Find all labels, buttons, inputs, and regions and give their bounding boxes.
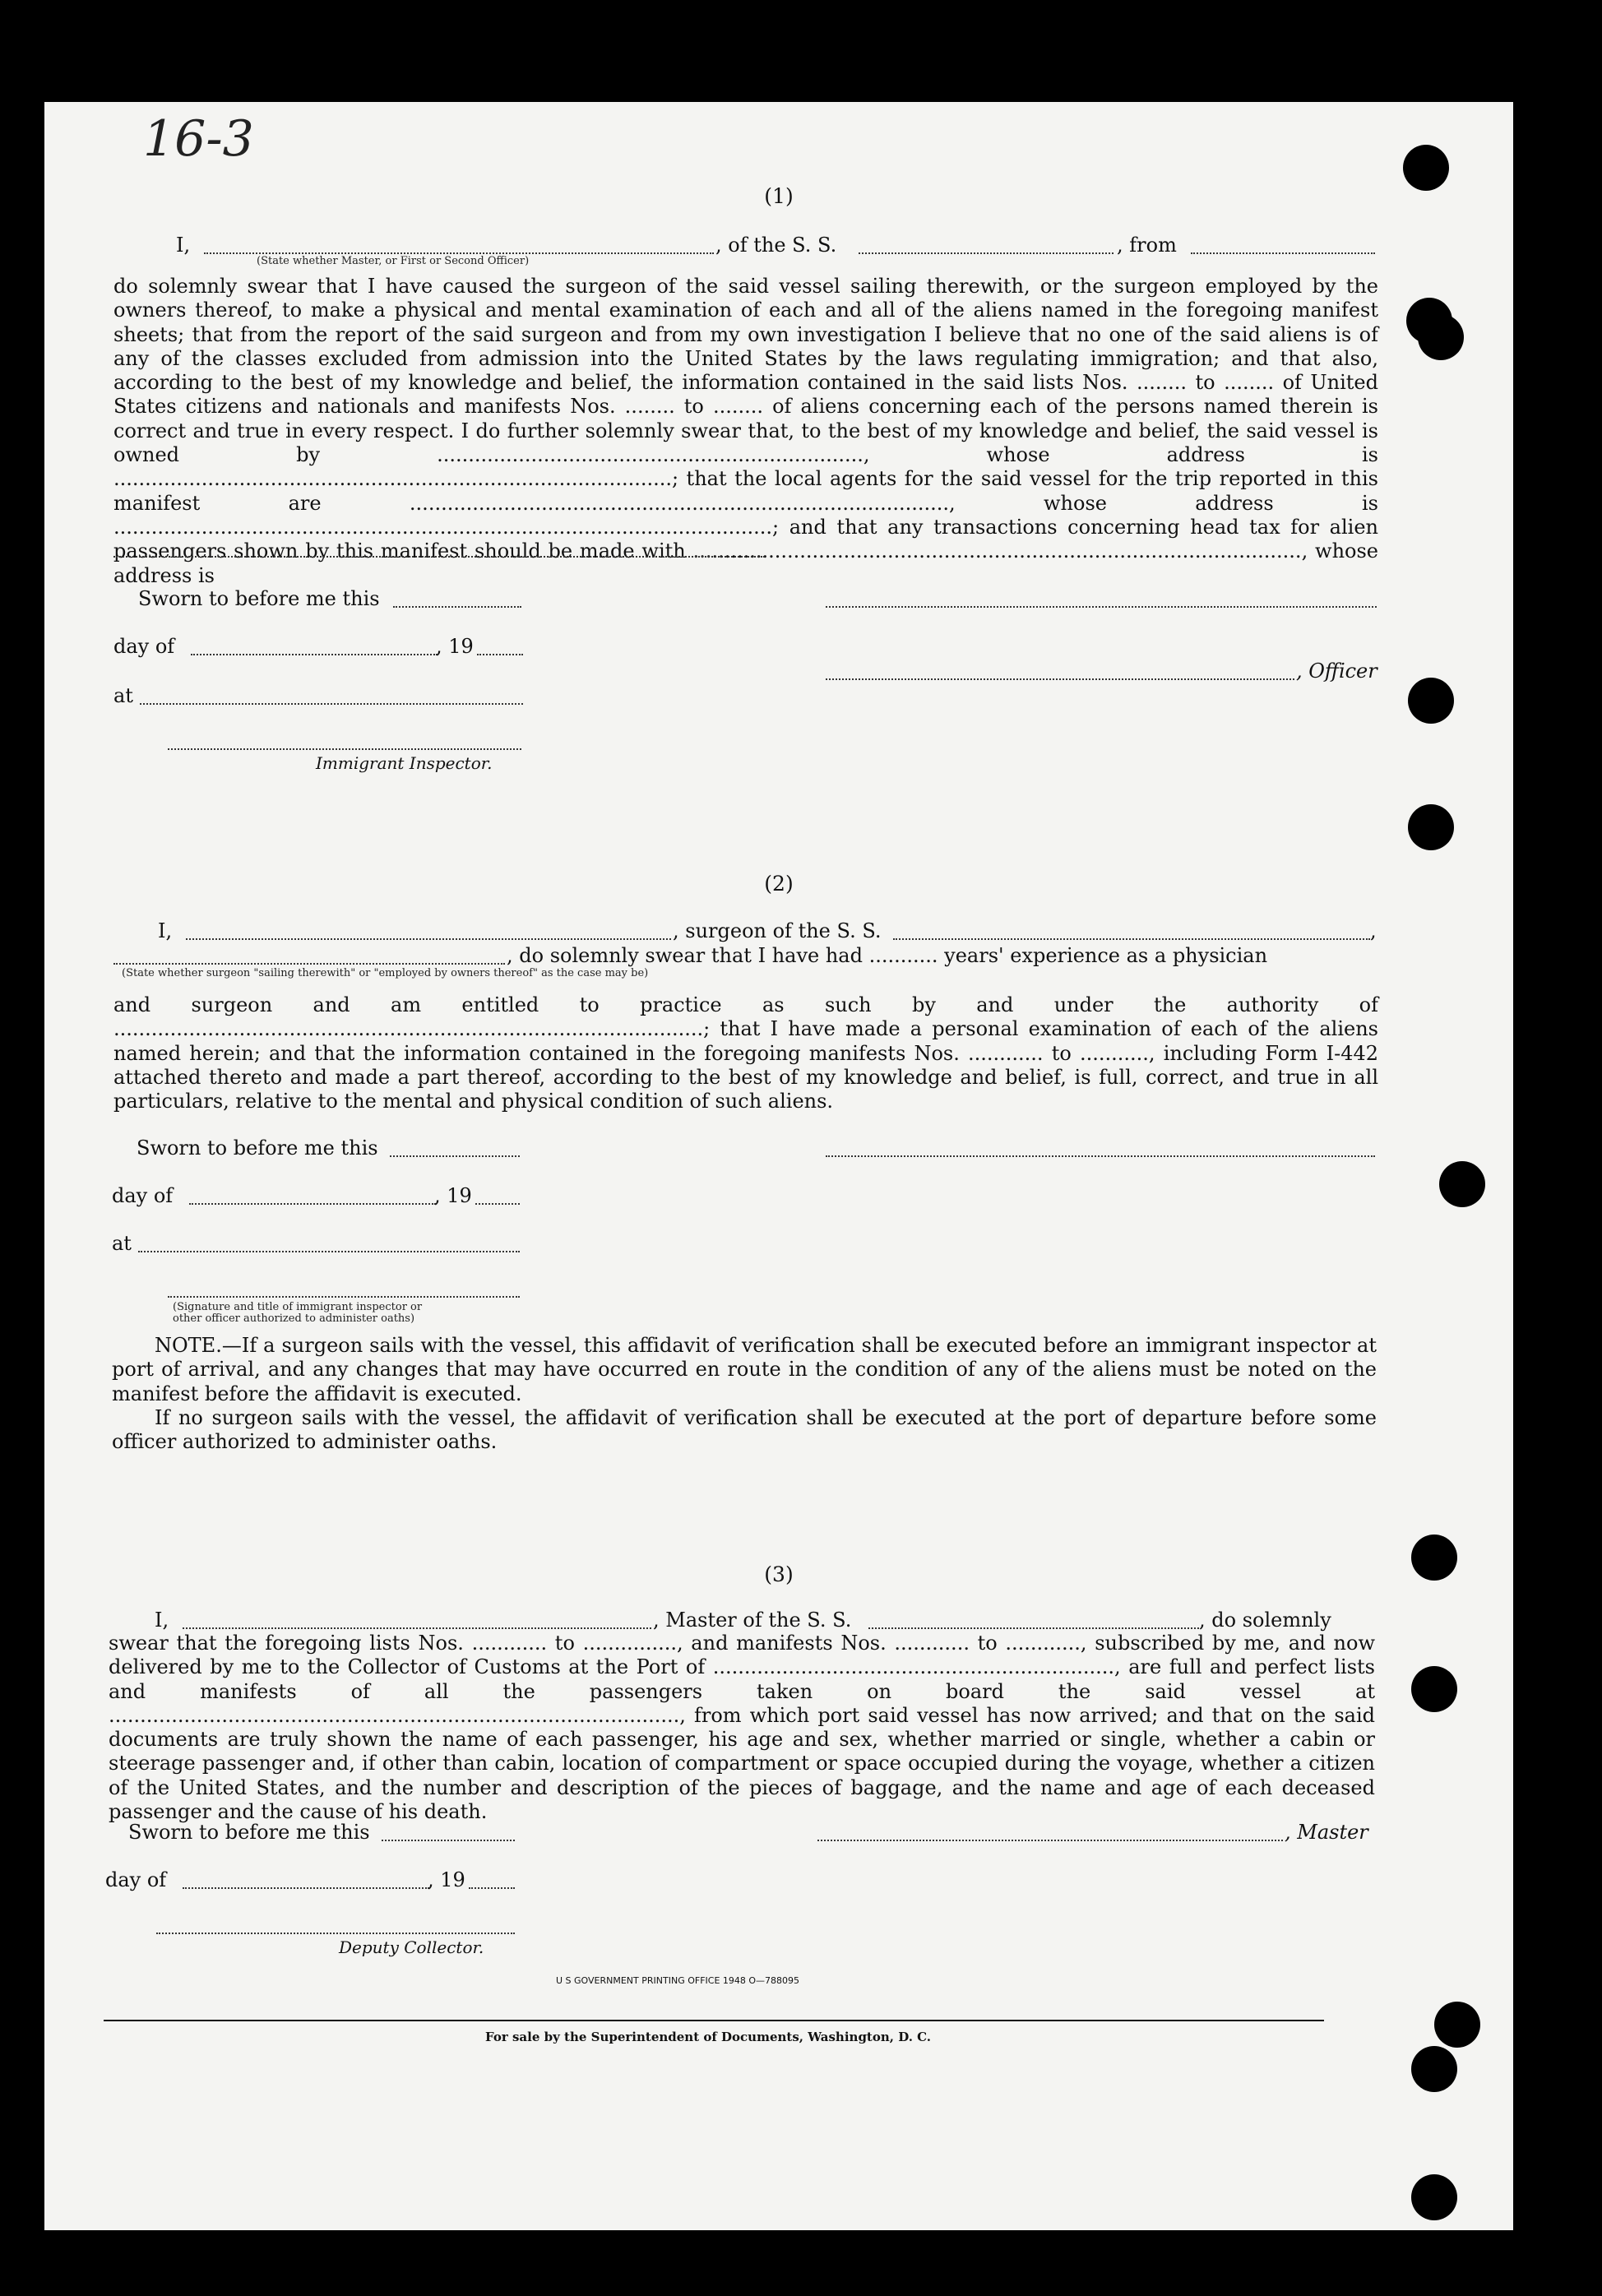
- footer-sale-note: For sale by the Superintendent of Documents, Washington, D. C.: [485, 2030, 932, 2044]
- s1-inspector-label: Immigrant Inspector.: [316, 753, 493, 773]
- s3-master-title: , Master: [1285, 1821, 1368, 1844]
- s2-note-1: NOTE.—If a surgeon sails with the vessel, this affidavit of verification shall be executed before an immigrant inspector at port of arrival, and any changes that may have occurred en route in the condition of any of the aliens must be noted on the manifest before the affidavit is executed.: [112, 1334, 1377, 1405]
- punch-hole: [1408, 804, 1454, 850]
- punch-hole: [1403, 145, 1449, 191]
- s3-year-field[interactable]: [469, 1887, 515, 1889]
- s2-hint: (State whether surgeon "sailing therewith" or "employed by owners thereof" as the case may be): [122, 967, 649, 979]
- s3-day-of-label: day of: [105, 1868, 167, 1891]
- section-3-number: (3): [764, 1562, 794, 1586]
- punch-hole: [1411, 1666, 1457, 1712]
- s2-inspector-field[interactable]: [168, 1296, 520, 1298]
- s2-comma: ,: [1370, 919, 1377, 942]
- s2-title-field[interactable]: [113, 963, 505, 965]
- s1-address-field[interactable]: [113, 556, 765, 558]
- section-1-number: (1): [764, 184, 794, 208]
- footer-rule: [104, 2020, 1324, 2021]
- s2-line2: , do solemnly swear that I have had ........... years' experience as a physician: [507, 944, 1268, 967]
- s1-vessel-field[interactable]: [859, 252, 1114, 254]
- s2-surgeon-label: , surgeon of the S. S.: [673, 919, 882, 942]
- s2-i-label: I,: [158, 919, 173, 942]
- s2-sworn-field[interactable]: [390, 1155, 520, 1157]
- s1-signature-field[interactable]: [826, 606, 1377, 608]
- s1-at-field[interactable]: [140, 703, 523, 705]
- s1-year-label: , 19: [436, 635, 474, 658]
- s1-sworn-field[interactable]: [393, 606, 521, 608]
- s1-day-field[interactable]: [191, 654, 438, 655]
- s1-ss-label: , of the S. S.: [715, 234, 837, 257]
- s2-sworn-label: Sworn to before me this: [137, 1136, 378, 1160]
- s1-day-of-label: day of: [113, 635, 175, 658]
- s2-day-of-label: day of: [112, 1184, 174, 1207]
- punch-hole: [1439, 1161, 1485, 1207]
- s2-at-label: at: [112, 1232, 132, 1255]
- s1-sworn-label: Sworn to before me this: [138, 587, 380, 610]
- s2-signature-field[interactable]: [826, 1155, 1375, 1157]
- punch-hole: [1408, 678, 1454, 724]
- s2-at-field[interactable]: [138, 1251, 520, 1252]
- s2-sig-hint-2: other officer authorized to administer oaths): [173, 1312, 415, 1325]
- s3-collector-label: Deputy Collector.: [339, 1937, 484, 1957]
- s1-paragraph: do solemnly swear that I have caused the surgeon of the said vessel sailing therewith, or the surgeon employed by the owners thereof, to make a physical and mental examination of each and all of the aliens named in the foregoing manifest sheets; that from the report of the said surgeon and from my own investigation I believe that no one of the said aliens is of any of the classes excluded from admission into the United States by the laws regulating immigration; and that also, according to the best of my knowledge and belief, the information contained in the said lists Nos. ........ to ........ of United States citizens and nationals and manifests Nos. ........ to ........ of aliens concerning each of the persons named therein is correct and true in every respect. I do further solemnly swear that, to the best of my knowledge and belief, the said vessel is owned by ...................................................................., whose address is .........................................................................................; that the local agents for the said vessel for the trip reported in this manifest are ......................................................................................, whose address is .........................................................................................................; and that any transactions concerning head tax for alien passengers shown by this manifest should be made with ................................................................................................., whose address is: [113, 275, 1378, 587]
- section-2-number: (2): [764, 872, 794, 896]
- s2-vessel-field[interactable]: [893, 938, 1370, 940]
- s3-paragraph: swear that the foregoing lists Nos. ............ to ..............., and manifests Nos. ............ to ............, subscribed by me, and now delivered by me to the Collector of Customs at the Port of ................................................................, are full and perfect lists and manifests of all the passengers taken on board the said vessel at ..........................................................................................., from which port said vessel has now arrived; and that on the said documents are truly shown the name of each passenger, his age and sex, whether married or single, whether a cabin or steerage passenger and, if other than cabin, location of compartment or space occupied during the voyage, whether a citizen of the United States, and the number and description of the pieces of baggage, and the name and age of each deceased passenger and the cause of his death.: [109, 1632, 1375, 1824]
- s1-year-field[interactable]: [477, 654, 523, 655]
- form-page: [44, 102, 1513, 2230]
- punch-hole: [1411, 2046, 1457, 2092]
- s1-officer-label: , Officer: [1296, 660, 1377, 683]
- s2-year-field[interactable]: [475, 1203, 520, 1205]
- punch-hole: [1411, 1535, 1457, 1581]
- s2-day-field[interactable]: [189, 1203, 436, 1205]
- s2-name-field[interactable]: [186, 938, 671, 940]
- s3-name-field[interactable]: [183, 1627, 651, 1629]
- s2-sig-hint-1: (Signature and title of immigrant inspector or: [173, 1301, 423, 1313]
- punch-hole: [1434, 2002, 1480, 2048]
- s3-sworn-label: Sworn to before me this: [128, 1821, 370, 1844]
- s3-i-label: I,: [155, 1609, 169, 1632]
- s1-i-label: I,: [176, 234, 191, 257]
- s1-at-label: at: [113, 684, 133, 707]
- s2-year-label: , 19: [434, 1184, 472, 1207]
- s3-solemnly-label: , do solemnly: [1199, 1609, 1331, 1632]
- s1-name-field[interactable]: [204, 252, 714, 254]
- printer-imprint: U S GOVERNMENT PRINTING OFFICE 1948 O—788095: [556, 1975, 800, 1986]
- s3-sworn-field[interactable]: [382, 1840, 515, 1841]
- s2-note-2: If no surgeon sails with the vessel, the affidavit of verification shall be executed at the port of departure before some officer authorized to administer oaths.: [112, 1406, 1377, 1454]
- s1-from-label: , from: [1117, 234, 1177, 257]
- punch-hole: [1411, 2174, 1457, 2220]
- handwritten-mark: 16-3: [143, 110, 254, 168]
- s1-hint: (State whether Master, or First or Second Officer): [257, 255, 530, 267]
- s3-day-field[interactable]: [183, 1887, 429, 1889]
- s3-year-label: , 19: [428, 1868, 465, 1891]
- s3-collector-field[interactable]: [156, 1933, 515, 1934]
- s3-master-label: , Master of the S. S.: [653, 1609, 852, 1632]
- s2-paragraph: and surgeon and am entitled to practice as such by and under the authority of ..............................................................................................; that I have made a personal examination of each of the aliens named herein; and that the information contained in the foregoing manifests Nos. ............ to ..........., including Form I-442 attached thereto and made a part thereof, according to the best of my knowledge and belief, is full, correct, and true in all particulars, relative to the mental and physical condition of such aliens.: [113, 993, 1378, 1113]
- s1-officer-field[interactable]: [826, 678, 1294, 680]
- s1-inspector-field[interactable]: [168, 748, 521, 750]
- s3-signature-field[interactable]: [817, 1840, 1283, 1841]
- s3-vessel-field[interactable]: [868, 1627, 1199, 1629]
- s1-from-field[interactable]: [1191, 252, 1375, 254]
- punch-hole: [1418, 314, 1464, 360]
